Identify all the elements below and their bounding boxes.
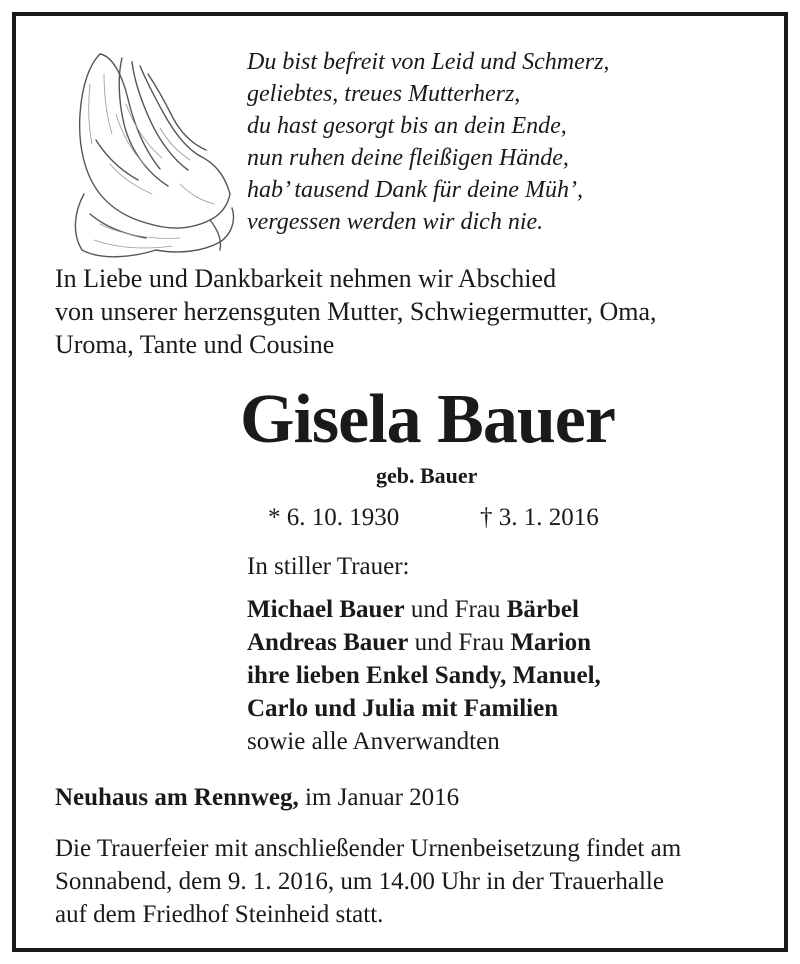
farewell-intro xyxy=(55,262,657,361)
mourner-name: Michael Bauer xyxy=(247,596,405,623)
birth-date: * 6. 10. 1930 xyxy=(268,504,400,531)
deceased-name: Gisela Bauer xyxy=(240,381,615,458)
maiden-name: geb. Bauer xyxy=(376,463,478,488)
mourner-partner: Marion xyxy=(510,629,591,656)
praying-hands-icon xyxy=(60,44,240,266)
mourner-partner: Bärbel xyxy=(506,596,579,623)
mourner-connector: und Frau xyxy=(404,596,507,623)
obituary-notice xyxy=(12,12,788,952)
intro-line: In Liebe und Dankbarkeit nehmen wir Abschied xyxy=(55,264,557,293)
poem-line: vergessen werden wir dich nie. xyxy=(247,209,544,235)
poem-line: Du bist befreit von Leid und Schmerz, xyxy=(247,49,610,75)
date: im Januar 2016 xyxy=(298,784,460,811)
place: Neuhaus am Rennweg, xyxy=(55,784,299,811)
mourner-grandchildren: ihre lieben Enkel Sandy, Manuel, xyxy=(247,662,601,689)
poem-line: du hast gesorgt bis an dein Ende, xyxy=(247,113,567,139)
place-date-line xyxy=(55,782,459,814)
mourners-list xyxy=(247,593,601,758)
mourner-relatives: sowie alle Anverwandten xyxy=(247,728,500,755)
service-line: Sonnabend, dem 9. 1. 2016, um 14.00 Uhr in der Trauerhalle xyxy=(55,868,664,895)
intro-line: Uroma, Tante und Cousine xyxy=(55,330,335,359)
service-line: auf dem Friedhof Steinheid statt. xyxy=(55,901,384,928)
mourner-line xyxy=(247,593,601,626)
service-info xyxy=(55,832,681,931)
mourner-name: Andreas Bauer xyxy=(247,629,409,656)
mourners-intro: In stiller Trauer: xyxy=(247,553,410,580)
mourner-line xyxy=(247,659,601,692)
intro-line: von unserer herzensguten Mutter, Schwiegermutter, Oma, xyxy=(55,297,657,326)
poem-line: geliebtes, treues Mutterherz, xyxy=(247,81,521,107)
poem-line: nun ruhen deine fleißigen Hände, xyxy=(247,145,569,171)
mourner-line xyxy=(247,692,601,725)
mourner-connector: und Frau xyxy=(408,629,511,656)
poem xyxy=(247,46,609,238)
poem-line: hab’ tausend Dank für deine Müh’, xyxy=(247,177,583,203)
service-line: Die Trauerfeier mit anschließender Urnenbeisetzung findet am xyxy=(55,835,682,862)
mourner-grandchildren: Carlo und Julia mit Familien xyxy=(247,695,559,722)
mourner-line xyxy=(247,626,601,659)
mourner-line xyxy=(247,725,601,758)
death-date: † 3. 1. 2016 xyxy=(480,504,599,531)
